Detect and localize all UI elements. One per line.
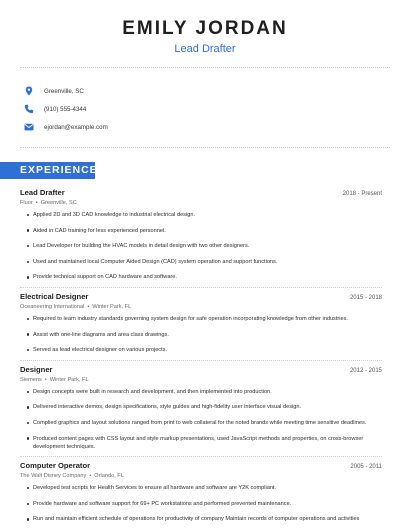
job-divider [20, 287, 382, 288]
job-dates: 2005 - 2011 [350, 464, 382, 471]
candidate-role: Lead Drafter [174, 43, 236, 55]
job-bullet: Produced content pages with CSS layout and style markup presentations, used JavaScript methods and properties, on cross-browser development techniques. [27, 435, 382, 451]
section-title-experience: EXPERIENCE [20, 164, 98, 176]
experience-list [20, 188, 382, 530]
contact-email-text: ejordan@example.com [44, 123, 108, 131]
job-bullet: Lead Developer for building the HVAC models in detail design with two other designers. [27, 242, 382, 250]
contact-location [20, 82, 390, 100]
job-bullet: Used and maintained local Computer Aided Design (CAD) system operation and support functions. [27, 258, 382, 266]
contact-divider [20, 147, 390, 148]
job-company: Fluor [20, 200, 33, 206]
contact-email [20, 118, 390, 136]
job-company-line: Fluor • Greenville, SC [20, 200, 77, 206]
job-bullet: Applied 2D and 3D CAD knowledge to industrial electrical design. [27, 211, 382, 219]
job-company-line: The Walt Disney Company • Orlando, FL [20, 473, 124, 480]
job-divider [20, 360, 382, 361]
job-company: Siemens [20, 376, 42, 383]
header-divider [20, 67, 390, 68]
contact-location-text: Greenville, SC [44, 87, 84, 95]
job-entry [20, 461, 382, 523]
job-bullets [20, 484, 382, 523]
phone-icon [22, 102, 36, 116]
job-entry [20, 292, 382, 361]
contact-phone-text: (910) 555-4344 [44, 105, 87, 113]
job-divider [20, 456, 382, 457]
job-bullet: Provide hardware and software support for 69+ PC workstations and performed prevented maintenance. [27, 500, 382, 508]
job-bullets [20, 211, 382, 281]
contact-list [20, 82, 390, 136]
candidate-name: EMILY JORDAN [122, 18, 288, 39]
job-bullet: Required to learn industry standards governing system design for safe operation incorporating knowledge from other industries. [27, 315, 382, 323]
job-company: Oceaneering International [20, 303, 85, 310]
job-bullet: Design concepts were built in research and development, and then implemented into production. [27, 388, 382, 396]
job-bullet: Aided in CAD training for less experienced personnel. [27, 227, 382, 235]
job-company: The Walt Disney Company [20, 473, 87, 480]
job-bullet: Provide technical support on CAD hardware and software. [27, 273, 382, 281]
job-title: Designer [20, 364, 53, 374]
job-entry [20, 365, 382, 457]
job-location: Orlando, FL [94, 473, 124, 480]
job-bullets [20, 315, 382, 354]
job-dates: 2018 - Present [342, 191, 382, 197]
job-bullet: Assist with one-line diagrams and area class drawings. [27, 331, 382, 339]
job-bullet: Complied graphics and layout solutions ranged from print to web collateral for the noted brands while meeting time sensitive deadlines. [27, 419, 382, 427]
job-bullet: Developed test scripts for Health Services to ensure all hardware and software are Y2K compliant. [27, 484, 382, 492]
job-company-line: Siemens • Winter Park, FL [20, 376, 89, 383]
mail-icon [22, 120, 36, 134]
job-company-line: Oceaneering International • Winter Park, FL [20, 303, 132, 310]
job-bullet: Delivered interactive demos, design specifications, style guides and high-fidelity user interface visual design. [27, 403, 382, 411]
job-bullet: Served as lead electrical designer on various projects. [27, 346, 382, 354]
resume-header [0, 0, 410, 56]
job-location: Winter Park, FL [92, 303, 132, 310]
location-pin-icon [22, 84, 36, 98]
job-location: Greenville, SC [40, 200, 77, 206]
job-title: Lead Drafter [20, 188, 65, 197]
contact-phone [20, 100, 390, 118]
job-entry [20, 188, 382, 288]
job-title: Computer Operator [20, 461, 91, 471]
job-location: Winter Park, FL [49, 376, 89, 383]
job-title: Electrical Designer [20, 291, 89, 301]
job-bullet: Run and maintain efficient schedule of operations for productivity of company Maintain records of computer operations and activities [27, 515, 382, 523]
job-bullets [20, 388, 382, 451]
job-dates: 2012 - 2015 [349, 367, 382, 374]
job-dates: 2015 - 2018 [349, 294, 382, 301]
